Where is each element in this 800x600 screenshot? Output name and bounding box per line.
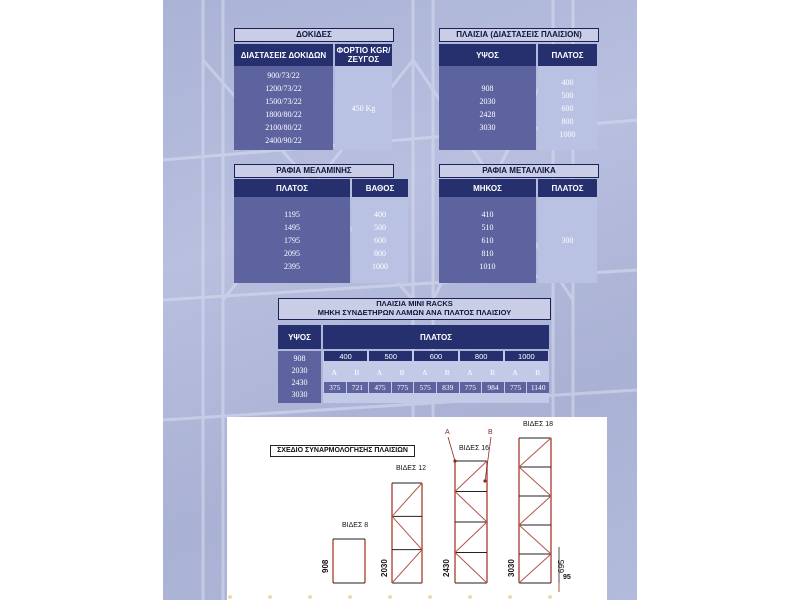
mini-b-value: 839 <box>436 382 459 393</box>
melamine-depth: 800 <box>374 248 386 258</box>
melamine-depths-column <box>352 197 408 283</box>
dim-95-label: 95 <box>563 574 571 581</box>
point-b-leader <box>485 437 491 481</box>
frame-diagonal <box>519 496 551 525</box>
mini-b-value: 1140 <box>526 382 549 393</box>
bolts-label-8: ΒΙΔΕΣ 8 <box>342 522 369 529</box>
dokides-title: ΔΟΚΙΔΕΣ <box>234 28 394 42</box>
mini-b-label: B <box>354 368 360 377</box>
bolts-label-16: ΒΙΔΕΣ 16 <box>459 445 490 452</box>
metal-length: 1010 <box>479 261 496 271</box>
metal-header-length: ΜΗΚΟΣ <box>439 179 536 197</box>
dokides-load-column <box>335 66 392 150</box>
metal-header-width: ΠΛΑΤΟΣ <box>538 179 597 197</box>
mini-a-label: A <box>421 368 428 377</box>
mini-b-label: B <box>489 368 495 377</box>
plaisia-height: 2428 <box>479 110 496 119</box>
mini-width-header: 400 <box>324 351 367 361</box>
frame-diagonal <box>455 522 487 553</box>
mini-b-label: B <box>444 368 450 377</box>
assembly-title: ΣΧΕΔΙΟ ΣΥΝΑΡΜΟΛΟΓΗΣΗΣ ΠΛΑΙΣΙΩΝ <box>270 445 415 457</box>
metal-title: ΡΑΦΙΑ ΜΕΤΑΛΛΙΚΑ <box>439 164 599 178</box>
plaisia-heights-column <box>439 66 536 150</box>
height-label-908: 908 <box>321 559 330 573</box>
mini-height: 2030 <box>291 366 308 375</box>
point-b-label: B <box>488 429 493 436</box>
plaisia-width: 800 <box>561 116 574 126</box>
melamine-width: 1195 <box>284 209 300 219</box>
melamine-depth: 500 <box>374 222 386 232</box>
bolts-label-18: ΒΙΔΕΣ 18 <box>523 421 554 428</box>
mini-height: 2430 <box>291 378 308 387</box>
plaisia-header-height: ΥΨΟΣ <box>439 44 536 66</box>
mini-header-width: ΠΛΑΤΟΣ <box>323 325 549 349</box>
frame-diagonal <box>455 461 487 492</box>
plaisia-header-width: ΠΛΑΤΟΣ <box>538 44 597 66</box>
dokides-dimension: 900/73/22 <box>267 71 300 80</box>
frame-diagonal <box>519 467 551 496</box>
plaisia-height: 2030 <box>479 97 496 106</box>
dokides-header-dimensions: ΔΙΑΣΤΑΣΕΙΣ ΔΟΚΙΔΩΝ <box>234 44 333 66</box>
mini-b-label: B <box>535 368 541 377</box>
mini-b-value: 721 <box>346 382 369 393</box>
mini-b-value: 984 <box>481 382 504 393</box>
melamine-widths-column <box>234 197 350 283</box>
melamine-width: 1495 <box>284 222 300 232</box>
frames-drawing <box>227 417 607 600</box>
mini-a-label: A <box>331 368 337 377</box>
melamine-width: 2395 <box>284 261 300 271</box>
height-label-2430: 2430 <box>442 559 451 577</box>
metal-lengths-column <box>439 197 536 283</box>
melamine-width: 2095 <box>284 248 300 258</box>
point-a-label: A <box>445 429 450 436</box>
dokides-dimensions-column <box>234 66 333 150</box>
height-label-3030: 3030 <box>507 559 516 577</box>
mini-height: 3030 <box>291 390 308 399</box>
melamine-header-width: ΠΛΑΤΟΣ <box>234 179 350 197</box>
mini-a-value: 475 <box>368 382 391 393</box>
frame-diagonal <box>519 554 551 583</box>
plaisia-width: 400 <box>561 77 574 87</box>
plaisia-height: 908 <box>481 84 494 93</box>
frame-diagonal <box>455 553 487 584</box>
dokides-header-load: ΦΟΡΤΙΟ KGR/ΖΕΥΓΟΣ <box>336 46 391 64</box>
dokides-load: 450 Kg <box>351 103 376 113</box>
plaisia-height: 3030 <box>479 123 496 132</box>
melamine-title: ΡΑΦΙΑ ΜΕΛΑΜΙΝΗΣ <box>234 164 394 178</box>
plaisia-widths-column <box>538 66 597 150</box>
melamine-depth: 400 <box>374 209 386 219</box>
dim-695-label: 695 <box>557 559 566 573</box>
mini-width-header: 1000 <box>505 351 548 361</box>
dokides-dimension: 1500/73/22 <box>265 97 302 106</box>
mini-a-label: A <box>467 368 473 377</box>
bottom-decor-stripe <box>210 590 590 600</box>
mini-racks-title-line1: ΠΛΑΙΣΙΑ MINI RACKS <box>376 299 453 308</box>
frame-diagonal <box>455 492 487 523</box>
bolts-label-12: ΒΙΔΕΣ 12 <box>396 465 427 472</box>
metal-width: 300 <box>561 235 574 245</box>
mini-width-header: 600 <box>414 351 457 361</box>
frame-diagonal <box>519 525 551 554</box>
metal-length: 510 <box>481 222 494 232</box>
plaisia-width: 1000 <box>559 129 576 139</box>
mini-a-value: 775 <box>459 382 482 393</box>
mini-a-value: 775 <box>504 382 527 393</box>
plaisia-title: ΠΛΑΙΣΙΑ (ΔΙΑΣΤΑΣΕΙΣ ΠΛΑΙΣΙΟΝ) <box>439 28 599 42</box>
dokides-dimension: 2400/90/22 <box>265 136 302 145</box>
metal-width-column <box>538 197 597 283</box>
mini-a-value: 375 <box>323 382 346 393</box>
assembly-diagram <box>227 417 607 600</box>
melamine-width: 1795 <box>284 235 300 245</box>
mini-b-label: B <box>399 368 405 377</box>
height-label-2030: 2030 <box>380 559 389 577</box>
mini-height: 908 <box>293 354 306 363</box>
dokides-dimension: 2100/80/22 <box>265 123 302 132</box>
dokides-dimension: 1800/80/22 <box>265 110 302 119</box>
mini-header-height: ΥΨΟΣ <box>278 325 321 349</box>
mini-width-header: 800 <box>460 351 503 361</box>
melamine-depth: 600 <box>374 235 386 245</box>
mini-racks-title-line2: ΜΗΚΗ ΣΥΝΔΕΤΗΡΩΝ ΛΑΜΩΝ ΑΝΑ ΠΛΑΤΟΣ ΠΛΑΙΣΙΟΥ <box>317 308 512 317</box>
mini-a-label: A <box>376 368 383 377</box>
frame-diagonal <box>392 483 422 516</box>
mini-width-header: 500 <box>369 351 412 361</box>
dokides-dimension: 1200/73/22 <box>265 84 302 93</box>
plaisia-width: 600 <box>561 103 574 113</box>
frame-diagonal <box>392 550 422 583</box>
point-a-leader <box>448 437 455 461</box>
frame-diagonal <box>519 438 551 467</box>
mini-heights-column <box>278 351 321 403</box>
mini-a-value: 575 <box>413 382 436 393</box>
mini-b-value: 775 <box>391 382 414 393</box>
frame-diagonal <box>392 516 422 549</box>
metal-length: 410 <box>481 209 494 219</box>
metal-length: 810 <box>481 248 494 258</box>
mini-width-groups <box>323 351 549 403</box>
melamine-depth: 1000 <box>372 261 388 271</box>
mini-a-label: A <box>512 368 518 377</box>
plaisia-width: 500 <box>561 90 574 100</box>
mini-racks-title <box>278 298 551 320</box>
metal-length: 610 <box>481 235 494 245</box>
melamine-header-depth: ΒΑΘΟΣ <box>352 179 408 197</box>
